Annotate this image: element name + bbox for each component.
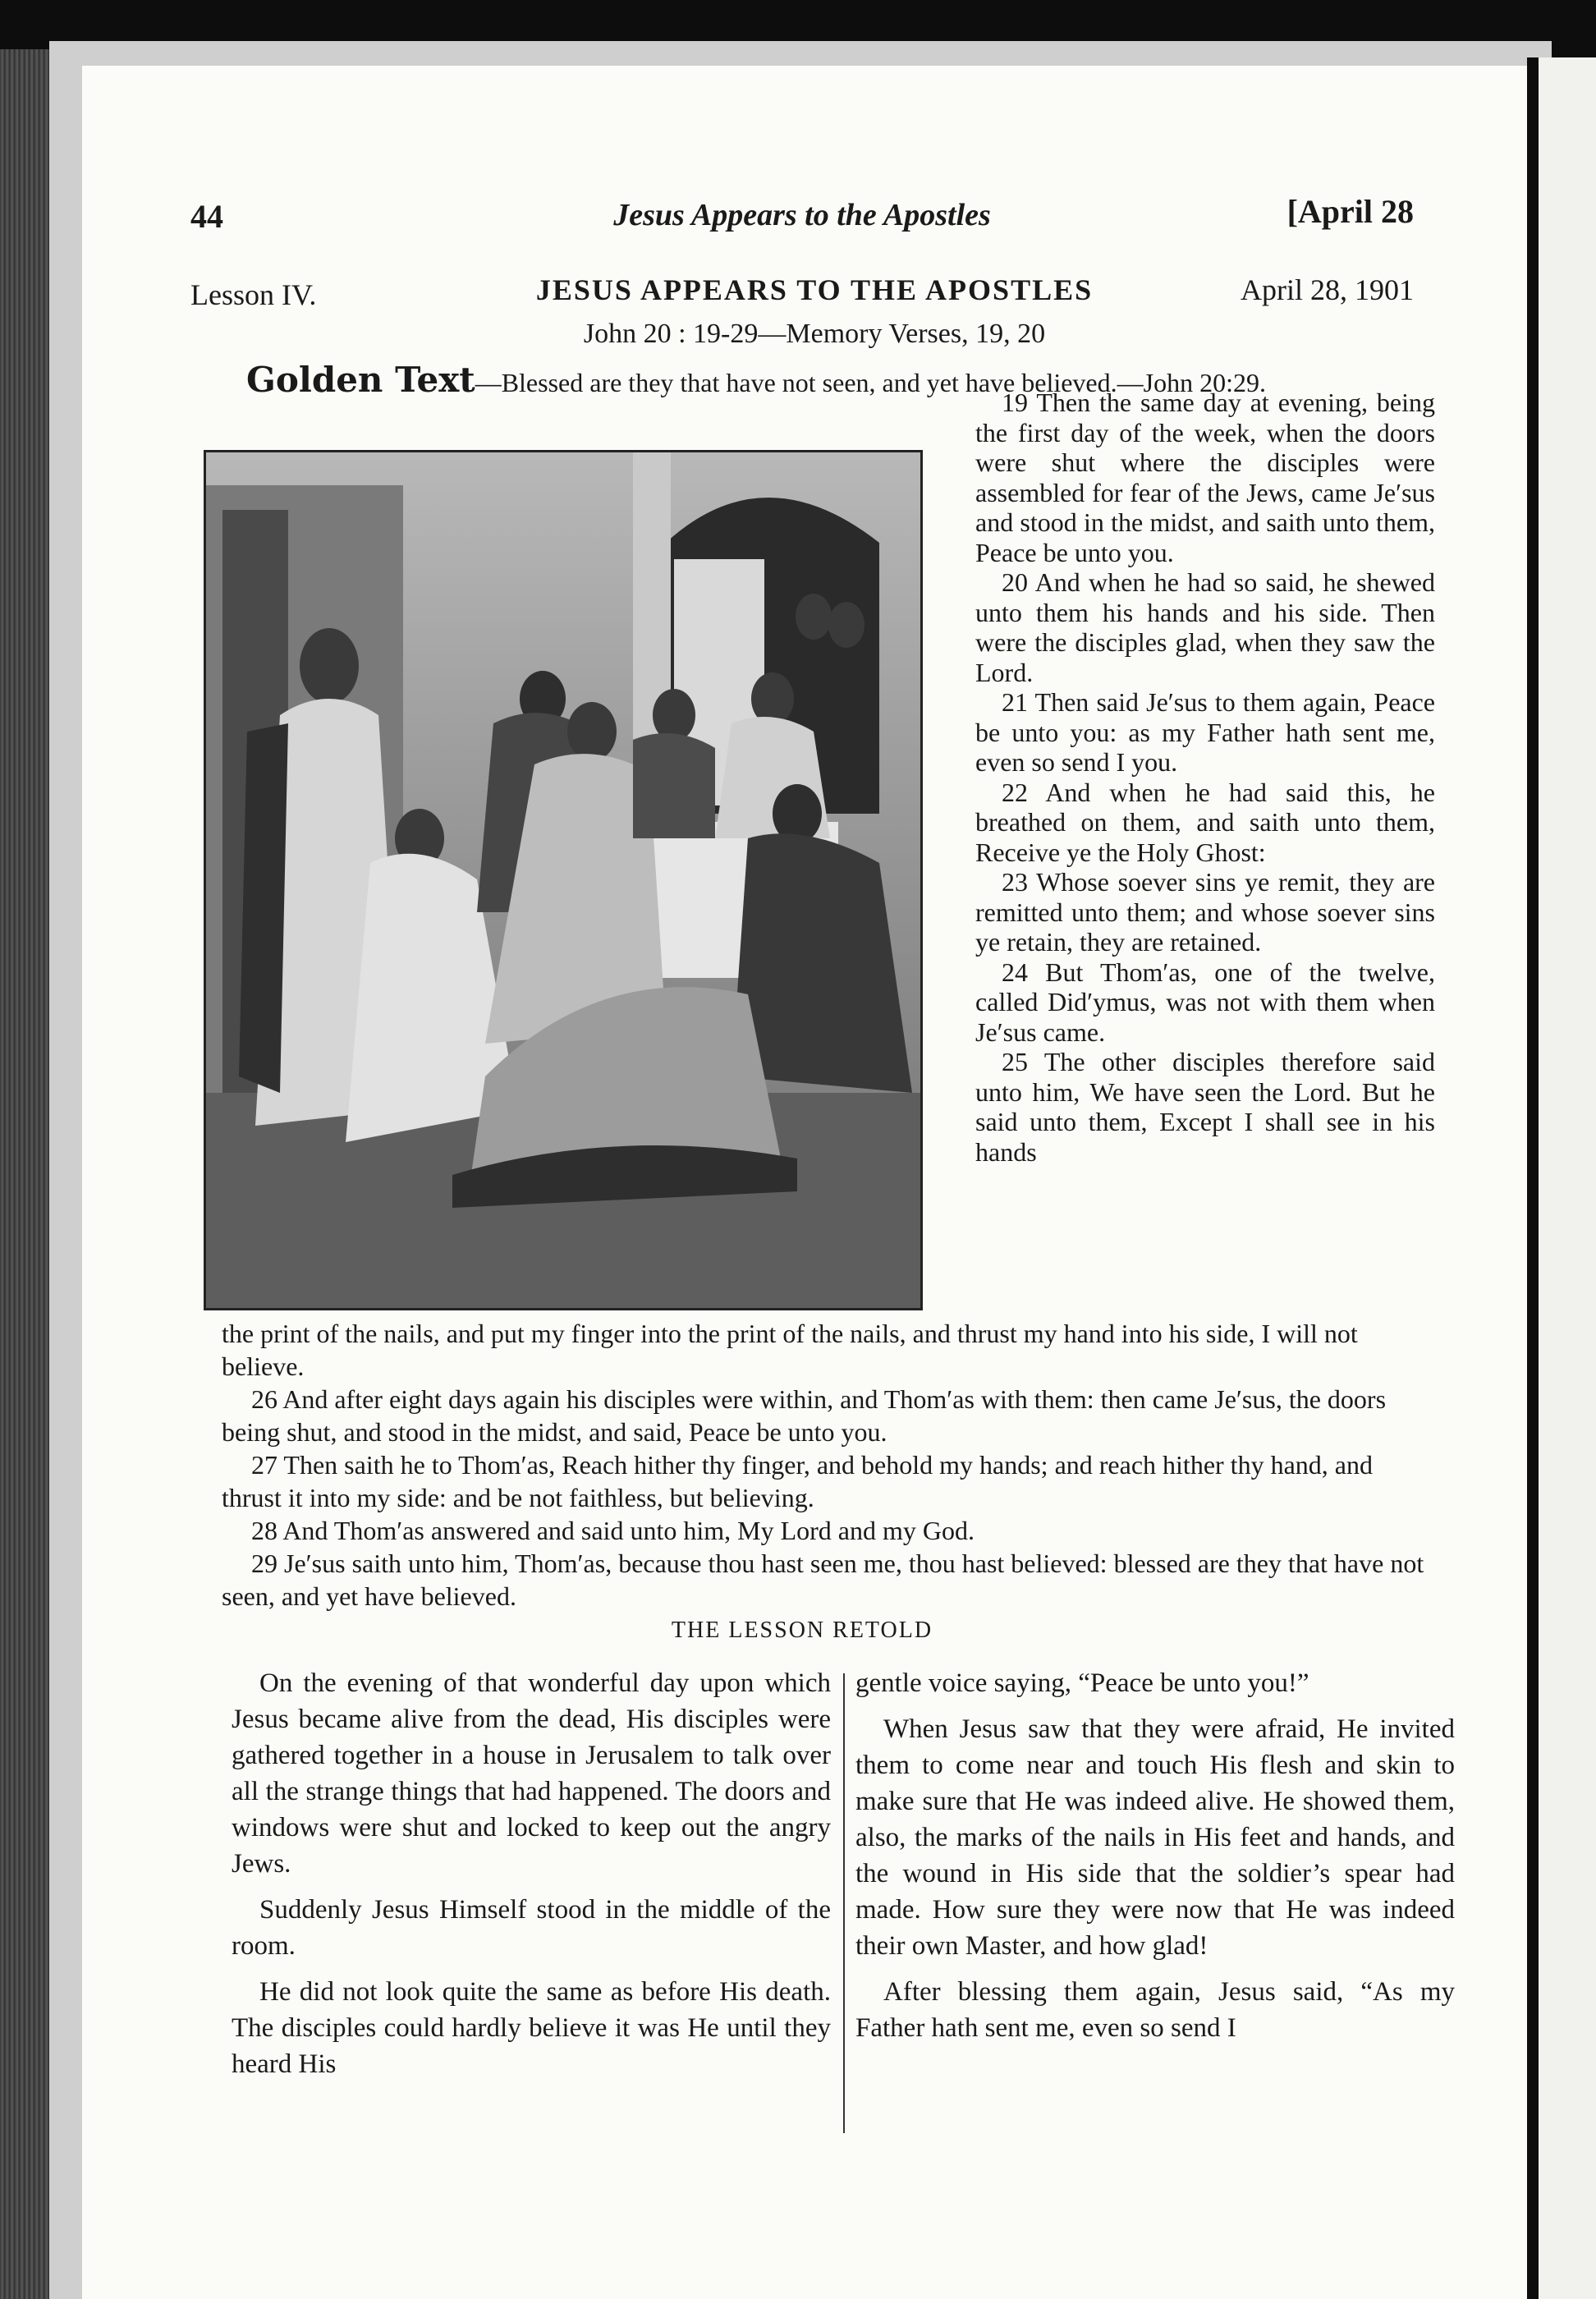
verse-21: 21 Then said Je′sus to them again, Peace be unto you: as my Father hath sent me, even so send I you. — [975, 687, 1435, 777]
page-number: 44 — [190, 198, 223, 235]
retold-left-column — [232, 1665, 831, 2092]
verse-28: 28 And Thom′as answered and said unto him, My Lord and my God. — [251, 1516, 975, 1545]
running-date: [April 28 — [1286, 193, 1414, 230]
retold-paragraph: On the evening of that wonderful day upon which Jesus became alive from the dead, His disciples were gathered together in a house in Jerusalem to talk over all the strange things that had happened. The doors and windows were shut and locked to keep out the angry Jews. — [232, 1668, 831, 1879]
lesson-retold-heading: THE LESSON RETOLD — [671, 1618, 933, 1643]
verse-20: 20 And when he had so said, he shewed unto them his hands and his side. Then were the disciples glad, when they saw the Lord. — [975, 567, 1435, 687]
verse-27: 27 Then saith he to Thom′as, Reach hither thy finger, and behold my hands; and reach hither thy hand, and thrust it into my side: and be not faithless, but believing. — [222, 1450, 1373, 1512]
verse-25-continued: the print of the nails, and put my finger into the print of the nails, and thrust my hand into his side, I will not believe. — [222, 1319, 1358, 1381]
column-divider — [843, 1673, 845, 2133]
verses-right-column — [975, 388, 1435, 1167]
verse-29: 29 Je′sus saith unto him, Thom′as, because thou hast seen me, thou hast believed: blessed are they that have not seen, and yet have believed. — [222, 1549, 1424, 1611]
scripture-reference: John 20 : 19-29—Memory Verses, 19, 20 — [583, 319, 1046, 349]
facing-page-edge — [1539, 57, 1596, 2299]
retold-paragraph: When Jesus saw that they were afraid, He invited them to come near and touch His flesh and skin to make sure that He was indeed alive. He showed them, also, the marks of the nails in His feet and hands, and the wound in His side that the soldier’s spear had made. How sure they were now that He was indeed their own Master, and how glad! — [855, 1714, 1455, 1961]
retold-paragraph-continued: gentle voice saying, “Peace be unto you!” — [855, 1668, 1309, 1698]
verse-22: 22 And when he had said this, he breathed on them, and saith unto them, Receive ye the Holy Ghost: — [975, 777, 1435, 867]
lesson-heading — [190, 273, 1414, 314]
golden-text-body: —Blessed are they that have not seen, and yet have believed.—John 20:29. — [475, 368, 1266, 397]
running-title: Jesus Appears to the Apostles — [613, 198, 991, 232]
gutter — [1527, 57, 1539, 2299]
retold-paragraph: After blessing them again, Jesus said, “As my Father hath sent me, even so send I — [855, 1977, 1455, 2043]
lesson-title: JESUS APPEARS TO THE APOSTLES — [535, 273, 1094, 306]
retold-right-column — [855, 1665, 1455, 2056]
lesson-number: Lesson IV. — [190, 278, 317, 311]
verse-19: 19 Then the same day at evening, being the first day of the week, when the doors were shut where the disciples were assembled for fear of the Jews, came Je′sus and stood in the midst, and saith unto them, Peace be unto you. — [975, 388, 1435, 567]
verse-26: 26 And after eight days again his disciples were within, and Thom′as with them: then came Je′sus, the doors being shut, and stood in the midst, and said, Peace be unto you. — [222, 1384, 1387, 1447]
retold-paragraph: He did not look quite the same as before His death. The disciples could hardly believe it was He until they heard His — [232, 1977, 831, 2079]
illustration-jesus-appears — [204, 450, 923, 1310]
verse-25: 25 The other disciples therefore said unto him, We have seen the Lord. But he said unto them, Except I shall see in his hands — [975, 1047, 1435, 1167]
golden-text-label: Golden Text — [246, 360, 475, 400]
verse-23: 23 Whose soever sins ye remit, they are remitted unto them; and whose soever sins ye retain, they are retained. — [975, 867, 1435, 957]
engraving-picture — [206, 452, 920, 1308]
retold-paragraph: Suddenly Jesus Himself stood in the middle of the room. — [232, 1895, 831, 1961]
lesson-date: April 28, 1901 — [1241, 273, 1414, 306]
verse-24: 24 But Thom′as, one of the twelve, called Did′ymus, was not with them when Je′sus came. — [975, 957, 1435, 1047]
verses-full-width — [222, 1317, 1437, 1613]
running-header — [190, 193, 1414, 246]
